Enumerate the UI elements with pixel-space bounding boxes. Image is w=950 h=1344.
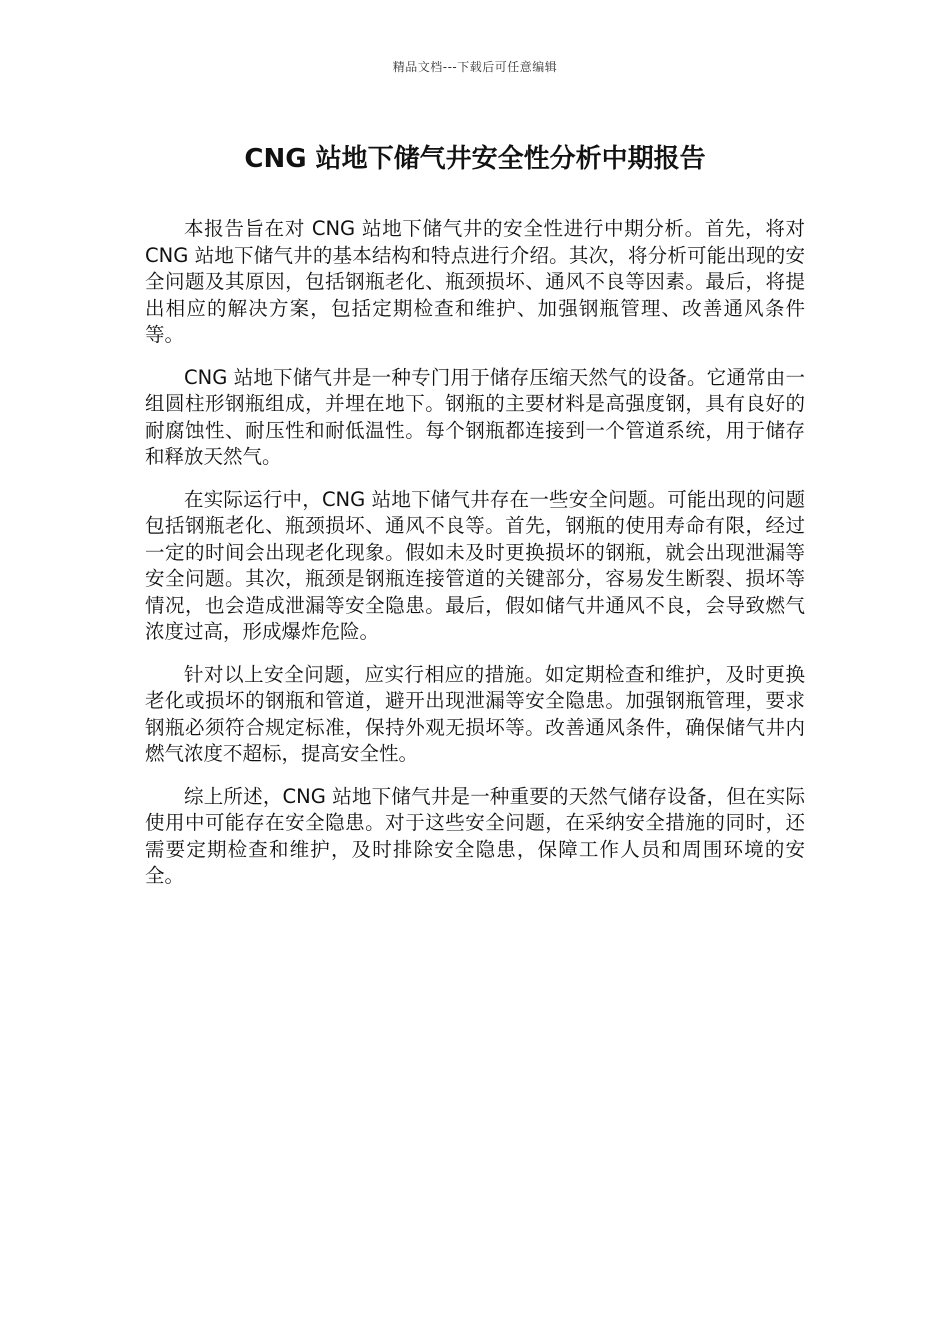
paragraph-conclusion: 综上所述，CNG 站地下储气井是一种重要的天然气储存设备，但在实际使用中可能存在安全隐患。对于这些安全问题，在采纳安全措施的同时，还需要定期检查和维护，及时排除安全隐患，保障工作人员和周围环境的安全。	[145, 784, 805, 887]
paragraph-measures: 针对以上安全问题，应实行相应的措施。如定期检查和维护，及时更换老化或损坏的钢瓶和管道，避开出现泄漏等安全隐患。加强钢瓶管理，要求钢瓶必须符合规定标准，保持外观无损坏等。改善通风条件，确保储气井内燃气浓度不超标，提高安全性。	[145, 662, 805, 765]
document-title: CNG 站地下储气井安全性分析中期报告	[244, 144, 706, 174]
paragraph-problems: 在实际运行中，CNG 站地下储气井存在一些安全问题。可能出现的问题包括钢瓶老化、瓶颈损坏、通风不良等。首先，钢瓶的使用寿命有限，经过一定的时间会出现老化现象。假如未及时更换损坏的钢瓶，就会出现泄漏等安全问题。其次，瓶颈是钢瓶连接管道的关键部分，容易发生断裂、损坏等情况，也会造成泄漏等安全隐患。最后，假如储气井通风不良，会导致燃气浓度过高，形成爆炸危险。	[145, 487, 805, 643]
paragraph-intro: 本报告旨在对 CNG 站地下储气井的安全性进行中期分析。首先，将对 CNG 站地下储气井的基本结构和特点进行介绍。其次，将分析可能出现的安全问题及其原因，包括钢瓶老化、瓶颈损坏、通风不良等因素。最后，将提出相应的解决方案，包括定期检查和维护、加强钢瓶管理、改善通风条件等。	[145, 217, 805, 346]
document-body	[145, 216, 805, 906]
paragraph-structure: CNG 站地下储气井是一种专门用于储存压缩天然气的设备。它通常由一组圆柱形钢瓶组成，并埋在地下。钢瓶的主要材料是高强度钢，具有良好的耐腐蚀性、耐压性和耐低温性。每个钢瓶都连接到一个管道系统，用于储存和释放天然气。	[145, 365, 805, 468]
page-header: 精品文档---下载后可任意编辑	[392, 60, 558, 74]
